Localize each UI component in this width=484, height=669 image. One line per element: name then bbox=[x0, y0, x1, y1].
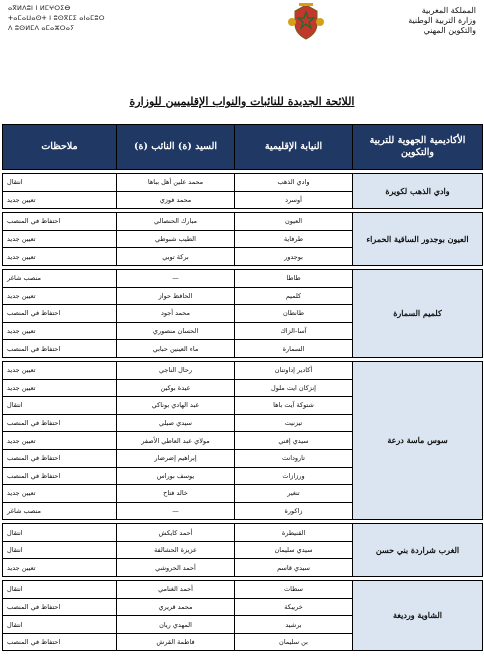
note-cell: احتفاظ في المنصب bbox=[3, 213, 117, 231]
province-cell: شتوكة آيت باها bbox=[235, 397, 353, 415]
delegate-name-cell: ماء العينين حبابي bbox=[117, 340, 235, 358]
delegate-name-cell: أحمد الحروشي bbox=[117, 559, 235, 577]
province-cell: ورزازات bbox=[235, 467, 353, 485]
delegate-name-cell: — bbox=[117, 269, 235, 287]
province-cell: طاطا bbox=[235, 269, 353, 287]
tifinagh-header bbox=[0, 0, 150, 90]
province-cell: برشيد bbox=[235, 616, 353, 634]
delegate-name-cell: الطيب شبوطي bbox=[117, 230, 235, 248]
note-cell: احتفاظ في المنصب bbox=[3, 598, 117, 616]
note-cell: احتفاظ في المنصب bbox=[3, 449, 117, 467]
academy-cell: كلميم السمارة bbox=[353, 269, 483, 357]
delegate-name-cell: فاطمة القرش bbox=[117, 633, 235, 651]
note-cell: احتفاظ في المنصب bbox=[3, 467, 117, 485]
province-cell: سيدي قاسم bbox=[235, 559, 353, 577]
province-cell: أوسرد bbox=[235, 191, 353, 209]
delegate-name-cell: المهدي ريان bbox=[117, 616, 235, 634]
academy-cell: وادي الذهب لكويرة bbox=[353, 174, 483, 209]
note-cell: انتقال bbox=[3, 541, 117, 559]
note-cell: تعيين جديد bbox=[3, 191, 117, 209]
ministry-line-1: المملكة المغربية bbox=[421, 6, 476, 15]
academy-cell: العيون بوجدور الساقية الحمراء bbox=[353, 213, 483, 266]
table-row bbox=[3, 581, 483, 599]
ministry-line-2: وزارة التربية الوطنية bbox=[408, 16, 476, 25]
delegate-name-cell: محمد فوزي bbox=[117, 191, 235, 209]
delegate-name-cell: إبراهيم إضرضار bbox=[117, 449, 235, 467]
column-header-province: النيابة الإقليمية bbox=[235, 125, 353, 170]
province-cell: سيدي إفني bbox=[235, 432, 353, 450]
note-cell: انتقال bbox=[3, 581, 117, 599]
table-row bbox=[3, 213, 483, 231]
delegate-name-cell: يوسف بوراس bbox=[117, 467, 235, 485]
table-row bbox=[3, 524, 483, 542]
province-cell: بوجدور bbox=[235, 248, 353, 266]
document-title: اللائحة الجديدة للنائبات والنواب الإقليميين للوزارة bbox=[129, 95, 355, 108]
note-cell: احتفاظ في المنصب bbox=[3, 340, 117, 358]
note-cell: تعيين جديد bbox=[3, 248, 117, 266]
delegate-name-cell: أحمد الغنامي bbox=[117, 581, 235, 599]
note-cell: تعيين جديد bbox=[3, 287, 117, 305]
table-row bbox=[3, 361, 483, 379]
table-body bbox=[3, 170, 483, 651]
note-cell: تعيين جديد bbox=[3, 379, 117, 397]
delegate-name-cell: الحافظ حواز bbox=[117, 287, 235, 305]
note-cell: انتقال bbox=[3, 397, 117, 415]
table-header-row bbox=[3, 125, 483, 170]
column-header-academy: الأكاديمية الجهوية للتربية والتكوين bbox=[353, 125, 483, 170]
delegate-name-cell: — bbox=[117, 502, 235, 520]
delegate-name-cell: عيدة بوكين bbox=[117, 379, 235, 397]
note-cell: منصب شاغر bbox=[3, 269, 117, 287]
delegate-name-cell: خالد فتاح bbox=[117, 485, 235, 503]
province-cell: تنغير bbox=[235, 485, 353, 503]
academy-cell: سوس ماسة درعة bbox=[353, 361, 483, 519]
province-cell: تارودانت bbox=[235, 449, 353, 467]
tifinagh-line-2: ⵜⴰⵎⴰⵡⴰⵙⵜ ⵏ ⵓⵙⴳⵎⵉ ⴰⵏⴰⵎⵓⵔ bbox=[8, 14, 105, 22]
note-cell: تعيين جديد bbox=[3, 322, 117, 340]
province-cell: وادي الذهب bbox=[235, 174, 353, 192]
delegate-name-cell: عزيزة الحشالفة bbox=[117, 541, 235, 559]
delegate-name-cell: بركة توبي bbox=[117, 248, 235, 266]
column-header-delegate: السيد (ة) النائب (ة) bbox=[117, 125, 235, 170]
province-cell: إنزكان ايت ملول bbox=[235, 379, 353, 397]
delegate-name-cell: محمد قريري bbox=[117, 598, 235, 616]
ministry-header bbox=[286, 2, 476, 62]
province-cell: طرفاية bbox=[235, 230, 353, 248]
table-row bbox=[3, 269, 483, 287]
province-cell: العيون bbox=[235, 213, 353, 231]
note-cell: انتقال bbox=[3, 524, 117, 542]
province-cell: كلميم bbox=[235, 287, 353, 305]
delegate-name-cell: الحسان منصوري bbox=[117, 322, 235, 340]
document-header bbox=[0, 0, 484, 90]
province-cell: طانطان bbox=[235, 305, 353, 323]
delegate-name-cell: مبارك الحنصالي bbox=[117, 213, 235, 231]
delegate-name-cell: عبد الهادي بوناكي bbox=[117, 397, 235, 415]
province-cell: آسا-الزاك bbox=[235, 322, 353, 340]
note-cell: تعيين جديد bbox=[3, 559, 117, 577]
academy-cell: الشاوية ورديغة bbox=[353, 581, 483, 651]
note-cell: احتفاظ في المنصب bbox=[3, 414, 117, 432]
province-cell: القنيطرة bbox=[235, 524, 353, 542]
ministry-name bbox=[331, 6, 476, 36]
delegate-name-cell: مولاي عبد العاطي الأصفر bbox=[117, 432, 235, 450]
delegate-name-cell: محمد علين أهل بباها bbox=[117, 174, 235, 192]
province-cell: زاكورة bbox=[235, 502, 353, 520]
note-cell: تعيين جديد bbox=[3, 485, 117, 503]
province-cell: خريبكة bbox=[235, 598, 353, 616]
table-row bbox=[3, 174, 483, 192]
tifinagh-line-1: ⴰⴳⵍⴷⵓⵏ ⵏ ⵍⵎⵖⵔⵉⴱ bbox=[8, 4, 71, 12]
delegate-name-cell: أحمد كايكش bbox=[117, 524, 235, 542]
delegate-name-cell: رحال الناجي bbox=[117, 361, 235, 379]
province-cell: بن سليمان bbox=[235, 633, 353, 651]
coat-of-arms-icon bbox=[286, 2, 326, 42]
province-cell: أكادير إداوتنان bbox=[235, 361, 353, 379]
province-cell: سيدي سليمان bbox=[235, 541, 353, 559]
delegate-name-cell: سيدي صيلي bbox=[117, 414, 235, 432]
note-cell: احتفاظ في المنصب bbox=[3, 633, 117, 651]
ministry-line-3: والتكوين المهني bbox=[423, 26, 476, 35]
note-cell: انتقال bbox=[3, 174, 117, 192]
delegate-name-cell: محمد أجود bbox=[117, 305, 235, 323]
province-cell: تيزنيت bbox=[235, 414, 353, 432]
column-header-notes: ملاحظات bbox=[3, 125, 117, 170]
note-cell: تعيين جديد bbox=[3, 230, 117, 248]
note-cell: احتفاظ في المنصب bbox=[3, 305, 117, 323]
province-cell: سطات bbox=[235, 581, 353, 599]
tifinagh-line-3: ⴷ ⵓⵙⵍⵎⴷ ⴰⵎⴰⵣⵔⴰⵢ bbox=[8, 24, 75, 32]
note-cell: تعيين جديد bbox=[3, 361, 117, 379]
note-cell: تعيين جديد bbox=[3, 432, 117, 450]
note-cell: منصب شاغر bbox=[3, 502, 117, 520]
delegates-table bbox=[2, 124, 483, 651]
province-cell: السمارة bbox=[235, 340, 353, 358]
academy-cell: الغرب شراردة بني حسن bbox=[353, 524, 483, 577]
note-cell: انتقال bbox=[3, 616, 117, 634]
